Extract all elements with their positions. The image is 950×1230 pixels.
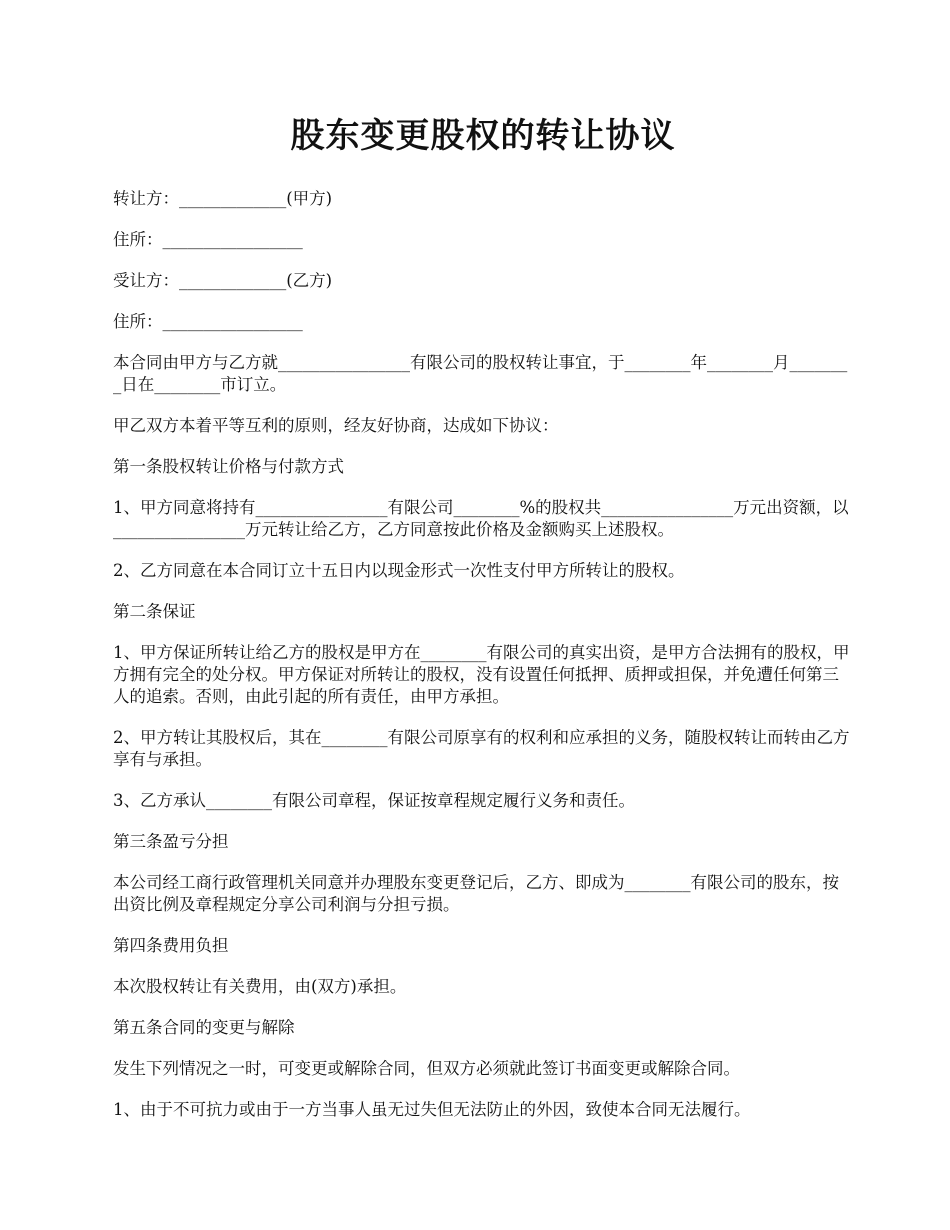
transferor-address-line: 住所：_________________: [113, 230, 303, 249]
article-4-heading: 第四条费用负担: [113, 936, 229, 955]
article-2-clause-2: 2、甲方转让其股权后，其在________有限公司原享有的权利和应承担的义务，随股权转让而转由乙方享有与承担。: [113, 728, 850, 769]
article-1-heading: 第一条股权转让价格与付款方式: [113, 457, 344, 476]
article-1-clause-2: 2、乙方同意在本合同订立十五日内以现金形式一次性支付甲方所转让的股权。: [113, 561, 685, 580]
article-1-clause-1: 1、甲方同意将持有________________有限公司________%的股权共________________万元出资额，以________________万元转让给乙方，乙方同意按此价格及金额购买上述股权。: [113, 498, 849, 539]
article-5-heading: 第五条合同的变更与解除: [113, 1018, 295, 1037]
transferee-address-line: 住所：_________________: [113, 312, 303, 331]
document-page: [113, 110, 853, 1140]
document-title: 股东变更股权的转让协议: [290, 116, 676, 156]
contract-preamble: 本合同由甲方与乙方就________________有限公司的股权转让事宜，于________年________月________日在________市订立。: [113, 353, 848, 394]
article-2-heading: 第二条保证: [113, 602, 196, 621]
article-2-clause-1: 1、甲方保证所转让给乙方的股权是甲方在________有限公司的真实出资，是甲方合法拥有的股权，甲方拥有完全的处分权。甲方保证对所转让的股权，没有设置任何抵押、质押或担保，并免遭任何第三人的追索。否则，由此引起的所有责任，由甲方承担。: [113, 643, 850, 706]
article-4-body: 本次股权转让有关费用，由(双方)承担。: [113, 977, 407, 996]
article-3-heading: 第三条盈亏分担: [113, 832, 229, 851]
article-2-clause-3: 3、乙方承认________有限公司章程，保证按章程规定履行义务和责任。: [113, 791, 635, 810]
transferor-line: 转让方：_____________(甲方): [113, 189, 333, 208]
agreement-intro: 甲乙双方本着平等互利的原则，经友好协商，达成如下协议：: [113, 416, 559, 435]
article-5-body: 发生下列情况之一时，可变更或解除合同，但双方必须就此签订书面变更或解除合同。: [113, 1059, 740, 1078]
transferee-line: 受让方：_____________(乙方): [113, 271, 333, 290]
article-3-body: 本公司经工商行政管理机关同意并办理股东变更登记后，乙方、即成为________有限公司的股东，按出资比例及章程规定分享公司利润与分担亏损。: [113, 873, 839, 914]
article-5-clause-1: 1、由于不可抗力或由于一方当事人虽无过失但无法防止的外因，致使本合同无法履行。: [113, 1100, 751, 1119]
